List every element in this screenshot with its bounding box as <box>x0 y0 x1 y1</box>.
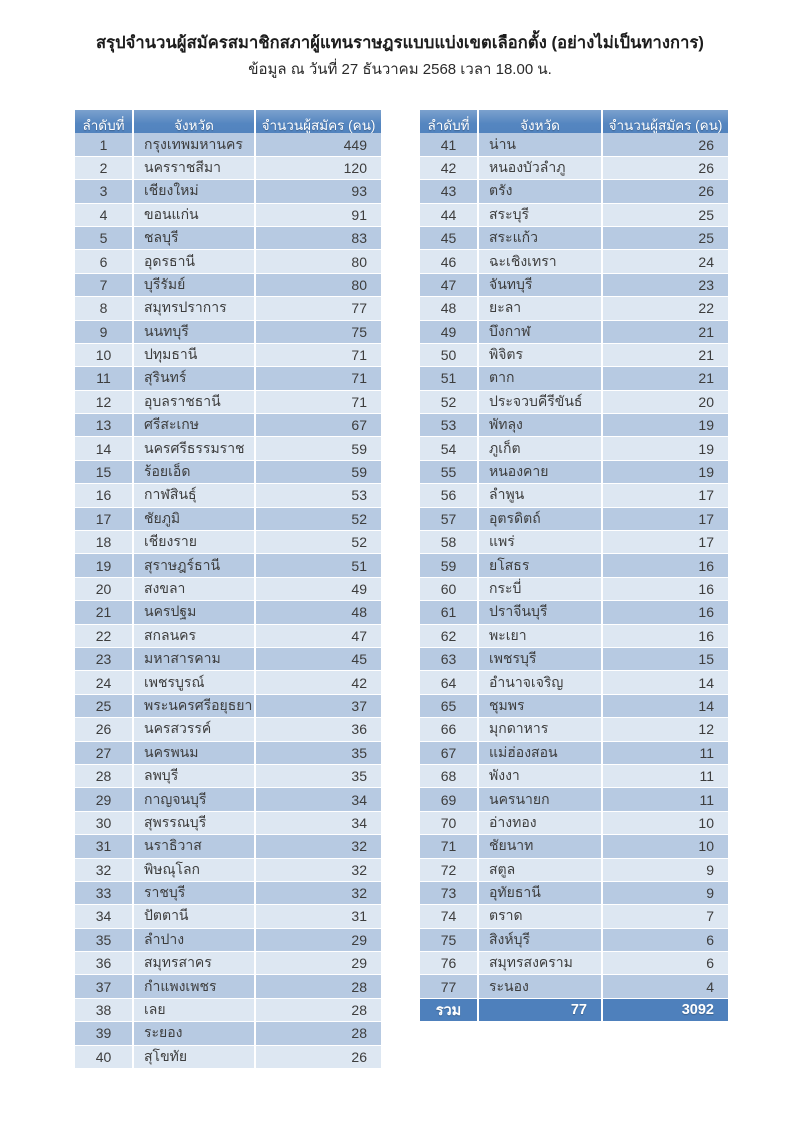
province-cell: นครพนม <box>134 742 254 764</box>
candidates-cell: 91 <box>256 204 381 226</box>
province-cell: เชียงใหม่ <box>134 180 254 202</box>
candidates-cell: 45 <box>256 648 381 670</box>
candidates-cell: 32 <box>256 859 381 881</box>
candidates-cell: 26 <box>603 133 728 155</box>
rank-cell: 15 <box>75 461 132 483</box>
rank-cell: 42 <box>420 157 477 179</box>
candidates-cell: 120 <box>256 157 381 179</box>
candidates-cell: 36 <box>256 718 381 740</box>
province-cell: สระบุรี <box>479 204 601 226</box>
candidates-cell: 53 <box>256 484 381 506</box>
province-cell: ตาก <box>479 367 601 389</box>
column-header-rank: ลำดับที่ <box>75 110 132 140</box>
rank-cell: 69 <box>420 788 477 810</box>
candidates-cell: 10 <box>603 812 728 834</box>
candidates-cell: 93 <box>256 180 381 202</box>
rank-cell: 21 <box>75 601 132 623</box>
candidates-cell: 83 <box>256 227 381 249</box>
rank-cell: 61 <box>420 601 477 623</box>
rank-cell: 22 <box>75 625 132 647</box>
candidates-cell: 19 <box>603 414 728 436</box>
total-row-label: รวม <box>420 999 477 1021</box>
province-cell: ลำพูน <box>479 484 601 506</box>
province-cell: บึงกาฬ <box>479 321 601 343</box>
province-cell: นครนายก <box>479 788 601 810</box>
rank-cell: 54 <box>420 437 477 459</box>
candidates-cell: 22 <box>603 297 728 319</box>
rank-cell: 39 <box>75 1022 132 1044</box>
province-cell: สุราษฎร์ธานี <box>134 554 254 576</box>
province-cell: นครศรีธรรมราช <box>134 437 254 459</box>
province-cell: สระแก้ว <box>479 227 601 249</box>
candidates-cell: 31 <box>256 905 381 927</box>
rank-cell: 26 <box>75 718 132 740</box>
province-cell: อ่างทอง <box>479 812 601 834</box>
rank-cell: 8 <box>75 297 132 319</box>
province-cell: สมุทรสาคร <box>134 952 254 974</box>
province-cell: ร้อยเอ็ด <box>134 461 254 483</box>
rank-cell: 11 <box>75 367 132 389</box>
candidates-cell: 80 <box>256 274 381 296</box>
rank-cell: 18 <box>75 531 132 553</box>
rank-cell: 71 <box>420 835 477 857</box>
province-cell: สมุทรปราการ <box>134 297 254 319</box>
rank-cell: 53 <box>420 414 477 436</box>
candidates-cell: 19 <box>603 437 728 459</box>
candidates-cell: 80 <box>256 250 381 272</box>
candidates-cell: 24 <box>603 250 728 272</box>
province-cell: ลำปาง <box>134 929 254 951</box>
candidates-cell: 37 <box>256 695 381 717</box>
rank-cell: 38 <box>75 999 132 1021</box>
candidates-cell: 4 <box>603 975 728 997</box>
candidates-cell: 15 <box>603 648 728 670</box>
province-cell: กรุงเทพมหานคร <box>134 133 254 155</box>
province-cell: อุทัยธานี <box>479 882 601 904</box>
candidates-cell: 32 <box>256 882 381 904</box>
province-cell: พัทลุง <box>479 414 601 436</box>
candidates-cell: 29 <box>256 952 381 974</box>
candidates-cell: 71 <box>256 367 381 389</box>
province-cell: สตูล <box>479 859 601 881</box>
candidates-cell: 21 <box>603 367 728 389</box>
rank-cell: 45 <box>420 227 477 249</box>
candidates-cell: 9 <box>603 882 728 904</box>
column-header-province: จังหวัด <box>479 110 601 140</box>
rank-cell: 6 <box>75 250 132 272</box>
province-cell: นราธิวาส <box>134 835 254 857</box>
province-cell: ลพบุรี <box>134 765 254 787</box>
rank-cell: 63 <box>420 648 477 670</box>
province-cell: มหาสารคาม <box>134 648 254 670</box>
candidates-cell: 6 <box>603 952 728 974</box>
province-cell: ศรีสะเกษ <box>134 414 254 436</box>
province-cell: อุบลราชธานี <box>134 391 254 413</box>
province-cell: จันทบุรี <box>479 274 601 296</box>
candidates-cell: 16 <box>603 601 728 623</box>
rank-cell: 16 <box>75 484 132 506</box>
candidates-cell: 21 <box>603 321 728 343</box>
province-cell: พระนครศรีอยุธยา <box>134 695 254 717</box>
rank-cell: 73 <box>420 882 477 904</box>
province-cell: ชลบุรี <box>134 227 254 249</box>
rank-cell: 7 <box>75 274 132 296</box>
candidates-cell: 28 <box>256 999 381 1021</box>
province-cell: สุรินทร์ <box>134 367 254 389</box>
rank-cell: 74 <box>420 905 477 927</box>
column-header-candidates: จำนวนผู้สมัคร (คน) <box>603 110 728 140</box>
candidates-cell: 16 <box>603 625 728 647</box>
province-cell: กาฬสินธุ์ <box>134 484 254 506</box>
candidates-cell: 26 <box>603 180 728 202</box>
rank-cell: 41 <box>420 133 477 155</box>
candidates-cell: 52 <box>256 531 381 553</box>
rank-cell: 14 <box>75 437 132 459</box>
candidates-cell: 48 <box>256 601 381 623</box>
rank-cell: 33 <box>75 882 132 904</box>
province-cell: ประจวบคีรีขันธ์ <box>479 391 601 413</box>
province-cell: แม่ฮ่องสอน <box>479 742 601 764</box>
rank-cell: 4 <box>75 204 132 226</box>
candidates-cell: 11 <box>603 788 728 810</box>
rank-cell: 70 <box>420 812 477 834</box>
province-cell: สิงห์บุรี <box>479 929 601 951</box>
province-cell: ระยอง <box>134 1022 254 1044</box>
candidates-cell: 28 <box>256 1022 381 1044</box>
province-cell: ยะลา <box>479 297 601 319</box>
rank-cell: 50 <box>420 344 477 366</box>
rank-cell: 17 <box>75 508 132 530</box>
rank-cell: 31 <box>75 835 132 857</box>
candidates-cell: 71 <box>256 391 381 413</box>
province-cell: สมุทรสงคราม <box>479 952 601 974</box>
rank-cell: 40 <box>75 1046 132 1068</box>
rank-cell: 27 <box>75 742 132 764</box>
candidates-cell: 71 <box>256 344 381 366</box>
rank-cell: 67 <box>420 742 477 764</box>
candidates-cell: 67 <box>256 414 381 436</box>
rank-cell: 43 <box>420 180 477 202</box>
province-cell: ระนอง <box>479 975 601 997</box>
page-title: สรุปจำนวนผู้สมัครสมาชิกสภาผู้แทนราษฎรแบบแบ่งเขตเลือกตั้ง (อย่างไม่เป็นทางการ) <box>95 34 705 52</box>
candidates-cell: 32 <box>256 835 381 857</box>
province-cell: อำนาจเจริญ <box>479 671 601 693</box>
rank-cell: 36 <box>75 952 132 974</box>
candidates-cell: 14 <box>603 695 728 717</box>
rank-cell: 64 <box>420 671 477 693</box>
province-cell: ชัยนาท <box>479 835 601 857</box>
rank-cell: 20 <box>75 578 132 600</box>
candidates-cell: 449 <box>256 133 381 155</box>
province-cell: เพชรบูรณ์ <box>134 671 254 693</box>
province-cell: กาญจนบุรี <box>134 788 254 810</box>
rank-cell: 29 <box>75 788 132 810</box>
rank-cell: 13 <box>75 414 132 436</box>
candidates-cell: 23 <box>603 274 728 296</box>
province-cell: สงขลา <box>134 578 254 600</box>
candidates-cell: 51 <box>256 554 381 576</box>
candidates-cell: 49 <box>256 578 381 600</box>
rank-cell: 19 <box>75 554 132 576</box>
rank-cell: 49 <box>420 321 477 343</box>
province-cell: บุรีรัมย์ <box>134 274 254 296</box>
province-cell: นครสวรรค์ <box>134 718 254 740</box>
rank-cell: 46 <box>420 250 477 272</box>
candidates-cell: 59 <box>256 461 381 483</box>
column-header-rank: ลำดับที่ <box>420 110 477 140</box>
rank-cell: 68 <box>420 765 477 787</box>
rank-cell: 25 <box>75 695 132 717</box>
rank-cell: 10 <box>75 344 132 366</box>
candidates-cell: 14 <box>603 671 728 693</box>
candidates-cell: 9 <box>603 859 728 881</box>
candidates-cell: 35 <box>256 742 381 764</box>
rank-cell: 60 <box>420 578 477 600</box>
rank-cell: 5 <box>75 227 132 249</box>
candidates-cell: 26 <box>603 157 728 179</box>
candidates-cell: 19 <box>603 461 728 483</box>
province-cell: นนทบุรี <box>134 321 254 343</box>
candidates-cell: 29 <box>256 929 381 951</box>
candidates-cell: 75 <box>256 321 381 343</box>
candidates-cell: 34 <box>256 812 381 834</box>
rank-cell: 44 <box>420 204 477 226</box>
rank-cell: 59 <box>420 554 477 576</box>
province-cell: พิษณุโลก <box>134 859 254 881</box>
province-cell: ชัยภูมิ <box>134 508 254 530</box>
column-header-province: จังหวัด <box>134 110 254 140</box>
column-header-candidates: จำนวนผู้สมัคร (คน) <box>256 110 381 140</box>
candidates-cell: 10 <box>603 835 728 857</box>
province-cell: พิจิตร <box>479 344 601 366</box>
rank-cell: 72 <box>420 859 477 881</box>
rank-cell: 77 <box>420 975 477 997</box>
candidates-cell: 11 <box>603 765 728 787</box>
province-cell: เพชรบุรี <box>479 648 601 670</box>
rank-cell: 9 <box>75 321 132 343</box>
rank-cell: 66 <box>420 718 477 740</box>
rank-cell: 58 <box>420 531 477 553</box>
province-cell: ภูเก็ต <box>479 437 601 459</box>
rank-cell: 34 <box>75 905 132 927</box>
candidates-cell: 16 <box>603 554 728 576</box>
left-table <box>75 110 381 1068</box>
rank-cell: 47 <box>420 274 477 296</box>
right-table <box>420 110 728 1021</box>
candidates-cell: 42 <box>256 671 381 693</box>
province-cell: หนองคาย <box>479 461 601 483</box>
page-subtitle: ข้อมูล ณ วันที่ 27 ธันวาคม 2568 เวลา 18.00 น. <box>248 61 552 78</box>
rank-cell: 23 <box>75 648 132 670</box>
province-cell: ราชบุรี <box>134 882 254 904</box>
province-cell: ตราด <box>479 905 601 927</box>
candidates-cell: 20 <box>603 391 728 413</box>
province-cell: พังงา <box>479 765 601 787</box>
total-candidates-value: 3092 <box>603 999 728 1021</box>
rank-cell: 65 <box>420 695 477 717</box>
rank-cell: 28 <box>75 765 132 787</box>
rank-cell: 52 <box>420 391 477 413</box>
candidates-cell: 17 <box>603 531 728 553</box>
rank-cell: 76 <box>420 952 477 974</box>
province-cell: อุตรดิตถ์ <box>479 508 601 530</box>
candidates-cell: 52 <box>256 508 381 530</box>
candidates-cell: 26 <box>256 1046 381 1068</box>
candidates-cell: 77 <box>256 297 381 319</box>
rank-cell: 51 <box>420 367 477 389</box>
rank-cell: 30 <box>75 812 132 834</box>
rank-cell: 1 <box>75 133 132 155</box>
rank-cell: 2 <box>75 157 132 179</box>
candidates-cell: 6 <box>603 929 728 951</box>
rank-cell: 12 <box>75 391 132 413</box>
province-cell: ขอนแก่น <box>134 204 254 226</box>
candidates-cell: 59 <box>256 437 381 459</box>
rank-cell: 48 <box>420 297 477 319</box>
rank-cell: 57 <box>420 508 477 530</box>
candidates-cell: 17 <box>603 508 728 530</box>
candidates-cell: 25 <box>603 227 728 249</box>
rank-cell: 56 <box>420 484 477 506</box>
rank-cell: 32 <box>75 859 132 881</box>
candidates-cell: 17 <box>603 484 728 506</box>
province-cell: ตรัง <box>479 180 601 202</box>
province-cell: ปราจีนบุรี <box>479 601 601 623</box>
candidates-cell: 28 <box>256 975 381 997</box>
rank-cell: 24 <box>75 671 132 693</box>
province-cell: หนองบัวลำภู <box>479 157 601 179</box>
province-cell: มุกดาหาร <box>479 718 601 740</box>
candidates-cell: 21 <box>603 344 728 366</box>
candidates-cell: 12 <box>603 718 728 740</box>
rank-cell: 62 <box>420 625 477 647</box>
rank-cell: 55 <box>420 461 477 483</box>
province-cell: นครราชสีมา <box>134 157 254 179</box>
candidates-cell: 47 <box>256 625 381 647</box>
rank-cell: 75 <box>420 929 477 951</box>
province-cell: พะเยา <box>479 625 601 647</box>
candidates-cell: 16 <box>603 578 728 600</box>
province-cell: กำแพงเพชร <box>134 975 254 997</box>
province-cell: กระบี่ <box>479 578 601 600</box>
province-cell: แพร่ <box>479 531 601 553</box>
province-cell: น่าน <box>479 133 601 155</box>
province-cell: เชียงราย <box>134 531 254 553</box>
rank-cell: 37 <box>75 975 132 997</box>
candidates-cell: 34 <box>256 788 381 810</box>
province-cell: สุพรรณบุรี <box>134 812 254 834</box>
province-cell: นครปฐม <box>134 601 254 623</box>
rank-cell: 3 <box>75 180 132 202</box>
province-cell: สุโขทัย <box>134 1046 254 1068</box>
candidates-cell: 25 <box>603 204 728 226</box>
rank-cell: 35 <box>75 929 132 951</box>
total-provinces-value: 77 <box>479 999 601 1021</box>
candidates-cell: 11 <box>603 742 728 764</box>
province-cell: เลย <box>134 999 254 1021</box>
province-cell: ปทุมธานี <box>134 344 254 366</box>
province-cell: ชุมพร <box>479 695 601 717</box>
province-cell: สกลนคร <box>134 625 254 647</box>
province-cell: ฉะเชิงเทรา <box>479 250 601 272</box>
candidates-cell: 7 <box>603 905 728 927</box>
candidates-cell: 35 <box>256 765 381 787</box>
province-cell: ยโสธร <box>479 554 601 576</box>
province-cell: อุดรธานี <box>134 250 254 272</box>
province-cell: ปัตตานี <box>134 905 254 927</box>
